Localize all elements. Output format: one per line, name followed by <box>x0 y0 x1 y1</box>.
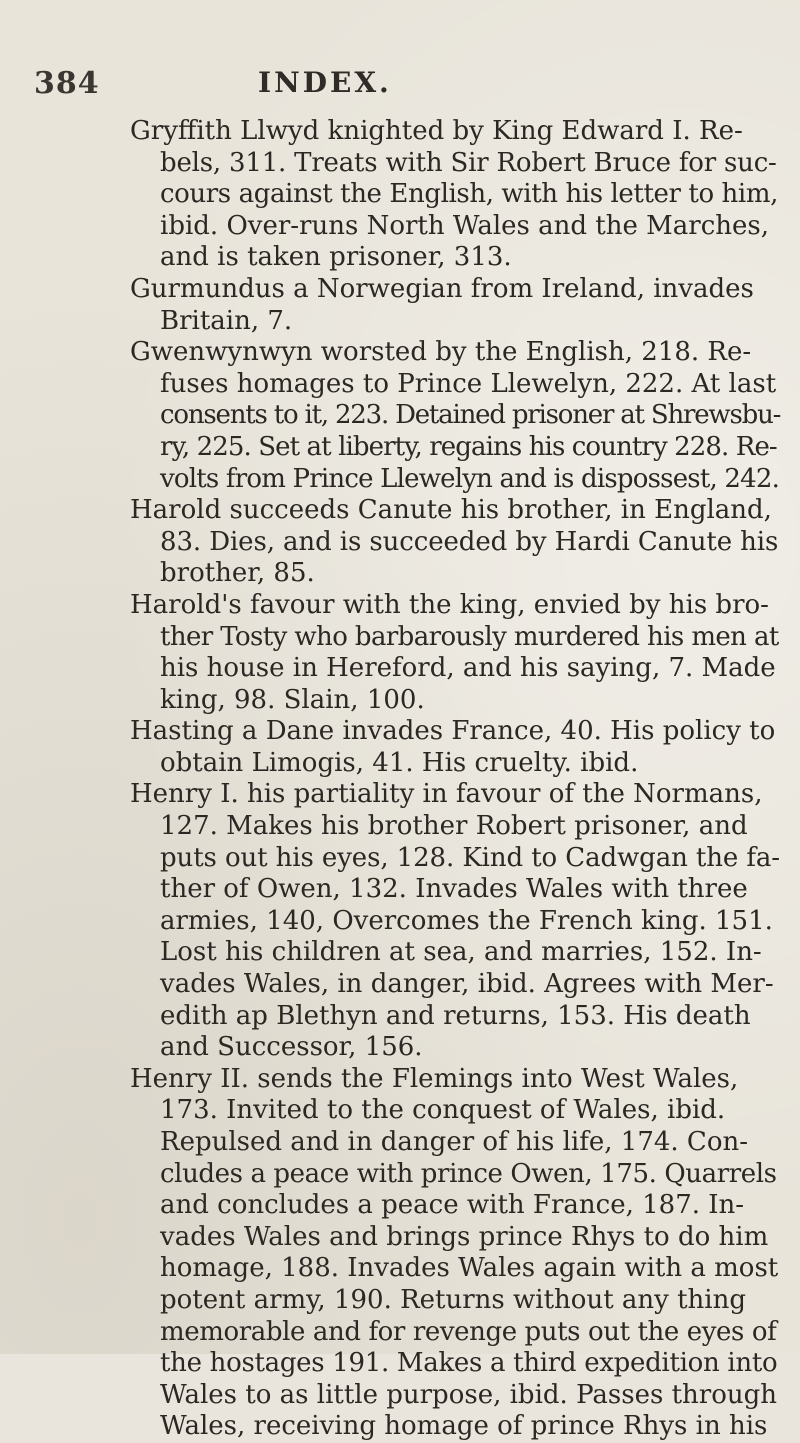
index-entry <box>130 779 780 1063</box>
index-entry-line: edith ap Blethyn and returns, 153. His death <box>160 1000 751 1031</box>
index-entry-line: consents to it, 223. Detained prisoner at Shrewsbu- <box>160 400 781 431</box>
index-entry <box>130 1063 779 1443</box>
index-entry-line: Gurmundus a Norwegian from Ireland, invades <box>130 273 754 304</box>
index-entries <box>130 116 781 1443</box>
index-entry-line: Britain, 7. <box>160 305 293 336</box>
index-entry-line: king, 98. Slain, 100. <box>160 684 425 715</box>
index-entry-line: cours against the English, with his letter to him, <box>160 179 778 210</box>
index-entry-line: vades Wales, in danger, ibid. Agrees with Mer- <box>160 969 774 1000</box>
index-entry-line: Repulsed and in danger of his life, 174. Con- <box>160 1127 749 1157</box>
index-entry-line: Henry I. his partiality in favour of the Normans, <box>130 779 763 810</box>
index-entry-line: 127. Makes his brother Robert prisoner, and <box>160 811 748 842</box>
index-entry <box>130 273 754 337</box>
index-entry <box>130 495 779 590</box>
index-entry-line: and is taken prisoner, 313. <box>160 242 512 273</box>
page-number: 384 <box>34 66 100 101</box>
index-entry-line: armies, 140, Overcomes the French king. 151. <box>160 905 773 936</box>
index-entry-line: brother, 85. <box>160 558 315 589</box>
index-entry-line: potent army, 190. Returns without any thing <box>160 1284 747 1315</box>
index-entry-line: Gryffith Llwyd knighted by King Edward I. Re- <box>130 116 743 146</box>
index-entry <box>130 337 781 495</box>
index-entry-line: Harold's favour with the king, envied by his bro- <box>130 589 769 620</box>
index-entry-line: Gwenwynwyn worsted by the English, 218. Re- <box>130 337 752 368</box>
index-entry-line: Wales to as little purpose, ibid. Passes through <box>160 1379 777 1410</box>
index-entry <box>130 116 778 274</box>
index-entry <box>130 589 779 716</box>
index-entry-line: vades Wales and brings prince Rhys to do him <box>160 1221 769 1252</box>
running-head: INDEX. <box>258 66 392 99</box>
index-entry-line: his house in Hereford, and his saying, 7. Made <box>160 653 776 684</box>
index-entry-line: Hasting a Dane invades France, 40. His policy to <box>130 716 776 747</box>
index-entry-line: Harold succeeds Canute his brother, in England, <box>130 495 772 526</box>
index-entry-line: the hostages 191. Makes a third expedition into <box>160 1348 778 1379</box>
index-entry-line: fuses homages to Prince Llewelyn, 222. At last <box>160 368 777 399</box>
index-entry-line: ther Tosty who barbarously murdered his men at <box>160 621 779 652</box>
index-entry-line: cludes a peace with prince Owen, 175. Quarrels <box>160 1158 777 1189</box>
index-entry-line: and concludes a peace with France, 187. In- <box>160 1190 745 1221</box>
index-entry-line: 83. Dies, and is succeeded by Hardi Canute his <box>160 526 779 557</box>
index-entry-line: ibid. Over-runs North Wales and the Marches, <box>160 210 769 241</box>
index-entry-line: Lost his children at sea, and marries, 152. In- <box>160 937 762 968</box>
index-entry-line: ry, 225. Set at liberty, regains his country 228. Re- <box>160 431 777 462</box>
index-entry-line: volts from Prince Llewelyn and is dispossest, 242. <box>160 463 780 494</box>
index-entry-line: Wales, receiving homage of prince Rhys in his <box>160 1411 768 1442</box>
index-entry-line: bels, 311. Treats with Sir Robert Bruce for suc- <box>160 147 777 178</box>
index-entry-line: 173. Invited to the conquest of Wales, ibid. <box>160 1095 726 1126</box>
index-entry-line: homage, 188. Invades Wales again with a most <box>160 1253 779 1284</box>
index-entry-line: obtain Limogis, 41. His cruelty. ibid. <box>160 747 639 778</box>
index-entry-line: and Successor, 156. <box>160 1032 423 1063</box>
index-entry-line: Henry II. sends the Flemings into West Wales, <box>130 1063 739 1094</box>
index-entry-line: puts out his eyes, 128. Kind to Cadwgan the fa- <box>160 842 780 873</box>
index-entry-line: memorable and for revenge puts out the eyes of <box>160 1316 777 1347</box>
index-entry <box>130 716 776 779</box>
index-entry-line: ther of Owen, 132. Invades Wales with three <box>160 874 748 905</box>
